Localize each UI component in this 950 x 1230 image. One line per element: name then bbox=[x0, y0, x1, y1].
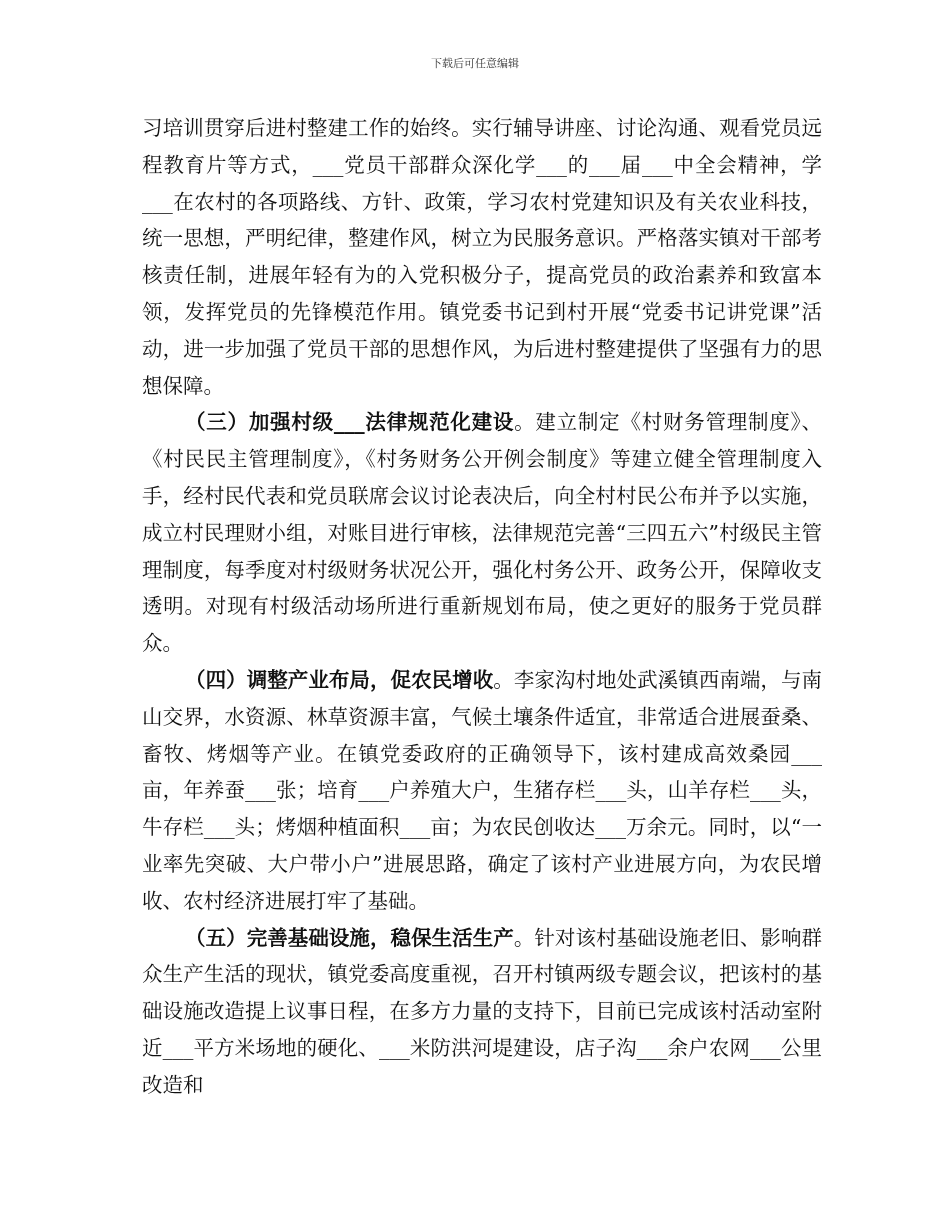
paragraph-3-text: 。李家沟村地处武溪镇西南端，与南山交界，水资源、林草资源丰富，气候土壤条件适宜，非常适合进展蚕桑、畜牧、烤烟等产业。在镇党委政府的正确领导下，该村建成高效桑园___亩，年养蚕___张；培育___户养殖大户，生猪存栏___头，山羊存栏___头，牛存栏___头；烤烟种植面积___亩；为农民创收达___万余元。同时，以“一业率先突破、大户带小户”进展思路，确定了该村产业进展方向，为农民增收、农村经济进展打牢了基础。 bbox=[142, 667, 823, 913]
paragraph-1 bbox=[142, 110, 822, 404]
paragraph-4 bbox=[142, 920, 822, 1104]
paragraph-4-text: 。针对该村基础设施老旧、影响群众生产生活的现状，镇党委高度重视，召开村镇两级专题会议，把该村的基础设施改造提上议事日程，在多方力量的支持下，目前已完成该村活动室附近___平方米场地的硬化、___米防洪河堤建设，店子沟___余户农网___公里改造和 bbox=[142, 925, 823, 1097]
section-3-heading: （三）加强村级___法律规范化建设 bbox=[185, 410, 515, 435]
paragraph-2-text: 。建立制定《村财务管理制度》、《村民民主管理制度》，《村务财务公开例会制度》等建立健全管理制度入手，经村民代表和党员联席会议讨论表决后，向全村村民公布并予以实施，成立村民理财小组，对账目进行审核，法律规范完善“三四五六”村级民主管理制度，每季度对村级财务状况公开，强化村务公开、政务公开，保障收支透明。对现有村级活动场所进行重新规划布局，使之更好的服务于党员群众。 bbox=[142, 410, 823, 656]
paragraph-1-text: 习培训贯穿后进村整建工作的始终。实行辅导讲座、讨论沟通、观看党员远程教育片等方式，___党员干部群众深化学___的___届___中全会精神，学___在农村的各项路线、方针、政策，学习农村党建知识及有关农业科技，统一思想，严明纪律，整建作风，树立为民服务意识。严格落实镇对干部考核责任制，进展年轻有为的入党积极分子，提高党员的政治素养和致富本领，发挥党员的先锋模范作用。镇党委书记到村开展“党委书记讲党课”活动，进一步加强了党员干部的思想作风，为后进村整建提供了坚强有力的思想保障。 bbox=[142, 116, 822, 398]
section-5-heading: （五）完善基础设施，稳保生活生产 bbox=[185, 925, 514, 950]
page-header: 下载后可任意编辑 bbox=[431, 57, 519, 70]
paragraph-2 bbox=[142, 404, 822, 662]
section-4-heading: （四）调整产业布局，促农民增收 bbox=[185, 667, 494, 692]
paragraph-3 bbox=[142, 662, 822, 920]
document-body bbox=[142, 110, 822, 1104]
